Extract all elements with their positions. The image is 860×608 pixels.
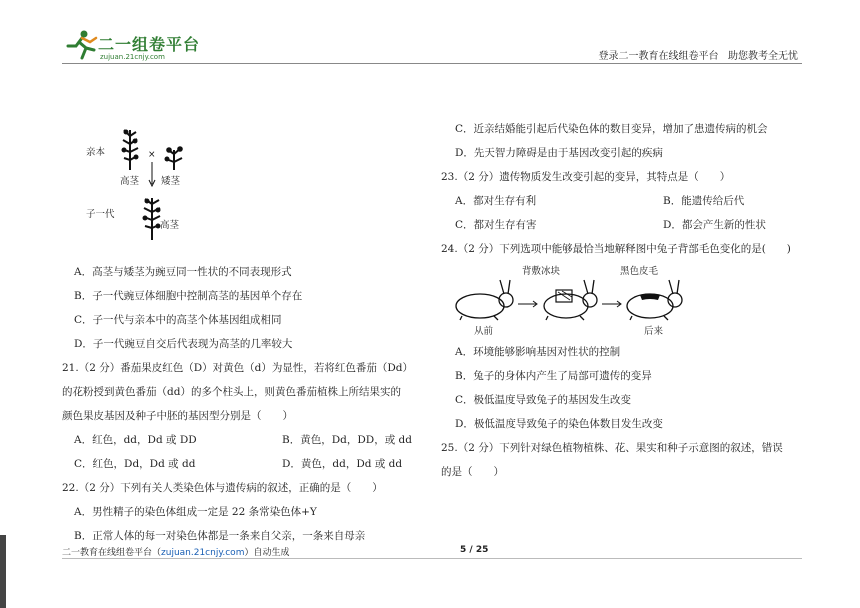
q24-option-d: D．极低温度导致兔子的染色体数目发生改变 [455, 418, 663, 430]
q24-stem: 24.（2 分）下列选项中能够最恰当地解释图中兔子背部毛色变化的是( ) [441, 243, 791, 255]
rabbit-figure [448, 262, 698, 337]
parent-label: 亲本 [86, 147, 106, 158]
before-label: 从前 [474, 326, 494, 337]
q23-option-a: A．都对生存有利 [455, 195, 537, 207]
footer-prefix: 二一教育在线组卷平台（ [62, 548, 162, 558]
q22-option-b: B．正常人体的每一对染色体都是一条来自父亲，一条来自母亲 [74, 530, 366, 542]
svg-text:×: × [148, 150, 156, 160]
q20-option-b: B．子一代豌豆体细胞中控制高茎的基因单个存在 [74, 290, 303, 302]
q21-option-d: D．黄色，dd，Dd 或 dd [282, 458, 403, 470]
q21-option-c: C．红色，Dd，Dd 或 dd [74, 458, 196, 470]
rabbits-drawing [448, 274, 698, 326]
logo-text: 二一组卷平台 [98, 35, 201, 54]
footer-suffix: ）自动生成 [244, 548, 290, 558]
black-fur-label: 黑色皮毛 [620, 266, 659, 277]
q21-stem-line-3: 颜色果皮基因及种子中胚的基因型分别是（ ） [62, 410, 293, 422]
q25-stem-line-2: 的是（ ） [441, 466, 504, 478]
q21-stem-line-2: 的花粉授到黄色番茄（dd）的多个柱头上，则黄色番茄植株上所结果实的 [62, 386, 401, 398]
q20-option-c: C．子一代与亲本中的高茎个体基因组成相同 [74, 314, 282, 326]
q22-option-a: A．男性精子的染色体组成一定是 22 条常染色体+Y [74, 506, 317, 518]
q22-option-d: D．先天智力障碍是由于基因改变引起的疾病 [455, 147, 663, 159]
offspring-label: 子一代 [86, 209, 115, 220]
q21-stem-line-1: 21.（2 分）番茄果皮红色（D）对黄色（d）为显性，若将红色番茄（Dd） [62, 362, 413, 374]
page-number: 5 / 25 [460, 545, 489, 555]
footer-url-link[interactable]: zujuan.21cnjy.com [161, 548, 245, 558]
q23-option-d: D．都会产生新的性状 [663, 219, 766, 231]
logo-url: zujuan.21cnjy.com [100, 53, 165, 61]
q22-option-c: C．近亲结婚能引起后代染色体的数目变异，增加了患遗传病的机会 [455, 123, 768, 135]
header-slogan: 登录二一教育在线组卷平台 助您教考全无忧 [598, 51, 798, 62]
logo-runner-icon [62, 28, 102, 62]
left-edge-bar [0, 535, 6, 608]
q23-option-c: C．都对生存有害 [455, 219, 537, 231]
q22-stem: 22.（2 分）下列有关人类染色体与遗传病的叙述，正确的是（ ） [62, 482, 383, 494]
after-label: 后来 [644, 326, 664, 337]
q24-option-c: C．极低温度导致兔子的基因发生改变 [455, 394, 632, 406]
dwarf-label: 矮茎 [161, 176, 181, 187]
footer-divider [62, 558, 802, 559]
header-divider [62, 63, 802, 64]
q23-stem: 23.（2 分）遗传物质发生改变引起的变异，其特点是（ ） [441, 171, 731, 183]
q20-option-d: D．子一代豌豆自交后代表现为高茎的几率较大 [74, 338, 293, 350]
q24-option-b: B．兔子的身体内产生了局部可遗传的变异 [455, 370, 652, 382]
q23-option-b: B．能遗传给后代 [663, 195, 745, 207]
q21-option-b: B．黄色，Dd，DD，或 dd [282, 434, 412, 446]
ice-label: 背敷冰块 [522, 266, 561, 277]
q24-option-a: A．环境能够影响基因对性状的控制 [455, 346, 621, 358]
tall-label: 高茎 [120, 176, 140, 187]
pea-cross-figure [84, 122, 194, 247]
footer-source [62, 545, 289, 558]
q21-option-a: A．红色，dd，Dd 或 DD [74, 434, 197, 446]
q25-stem-line-1: 25.（2 分）下列针对绿色植物植株、花、果实和种子示意图的叙述，错误 [441, 442, 783, 454]
offspring-tall-label: 高茎 [160, 220, 180, 231]
q20-option-a: A．高茎与矮茎为豌豆同一性状的不同表现形式 [74, 266, 292, 278]
